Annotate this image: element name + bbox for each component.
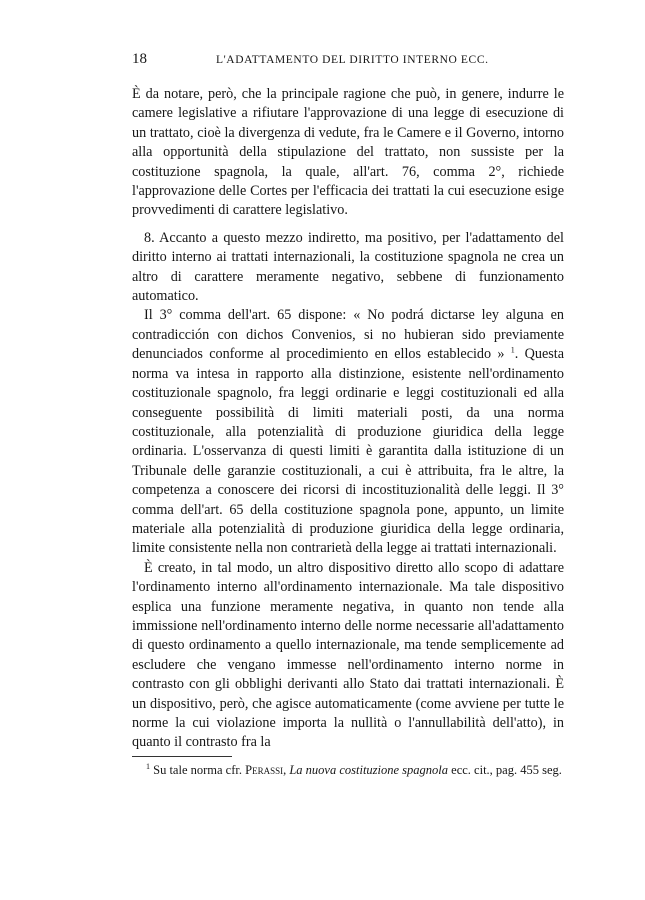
footnote-marker: 1	[146, 761, 150, 771]
footnote-divider	[132, 756, 232, 757]
footnote	[132, 762, 564, 779]
paragraph: È da notare, però, che la principale ragione che può, in genere, indurre le camere legislative a rifiutare l'approvazione di una legge di esecuzione di un trattato, cioè la divergenza di vedute, fra le Camere e il Governo, intorno alla opportunità della stipulazione del trattato, non sussiste per la costituzione spagnola, la quale, all'art. 76, comma 2°, richiede l'approvazione delle Cortes per l'efficacia dei trattati la cui esecuzione esige provvedimenti di carattere legislativo.	[132, 86, 564, 219]
page-body	[132, 85, 564, 753]
paragraph	[132, 306, 564, 558]
footnote-text: Su tale norma cfr.	[153, 763, 242, 777]
footnote-author: Perassi,	[245, 763, 287, 777]
paragraph: È creato, in tal modo, un altro dispositivo diretto allo scopo di adattare l'ordinamento interno all'ordinamento internazionale. Ma tale dispositivo esplica una funzione meramente negativa, in quanto non tende alla immissione nell'ordinamento interno delle norme necessarie all'adattamento di questo ordinamento a quello internazionale, ma tende semplicemente ad escludere che vengano immesse nell'ordinamento interno norme in contrasto con gli obblighi derivanti allo Stato dai trattati internazionali. È un dispositivo, però, che agisce automaticamente (come avviene per tutte le norme la cui violazione importa la nullità o l'annullabilità dell'atto), in quanto il contrasto fra la	[132, 559, 564, 751]
footnote-citation: ecc. cit., pag. 455 seg.	[451, 763, 562, 777]
footnote-title: La nuova costituzione spagnola	[289, 763, 449, 777]
page-number: 18	[132, 51, 147, 67]
paragraph-text: . Questa norma va intesa in rapporto alla distinzione, esistente nell'ordinamento costituzionale spagnolo, fra leggi ordinarie e leggi costituzionali ed alla conseguente possibilità di limiti materiali posti, da una norma costituzionale, alla potenzialità di produzione giuridica della legge ordinaria. L'osservanza di questi limiti è garantita dalla istituzione di un Tribunale delle garanzie costituzionali, a cui è attribuita, fra le altre, la competenza a conoscere dei ricorsi di incostituzionalità delle leggi. Il 3° comma dell'art. 65 della costituzione spagnola pone, appunto, un limite materiale alla potenzialità di produzione giuridica della legge ordinaria, limite consistente nella non contrarietà della legge ai trattati internazionali.	[132, 346, 565, 557]
paragraph-section-8: 8. Accanto a questo mezzo indiretto, ma positivo, per l'adattamento del diritto interno ai trattati internazionali, la costituzione spagnola ne crea un altro di carattere meramente negativo, sebbene di funzionamento automatico.	[132, 229, 564, 305]
footnote-reference[interactable]: 1	[510, 345, 515, 355]
running-title: L'ADATTAMENTO DEL DIRITTO INTERNO ECC.	[216, 54, 489, 66]
paragraph-text: Il 3° comma dell'art. 65 dispone: « No podrá dictarse ley alguna en contradicción con dichos Convenios, si no hubieran sido previamente denunciados conforme al procedimiento en ellos establecido »	[132, 307, 564, 363]
